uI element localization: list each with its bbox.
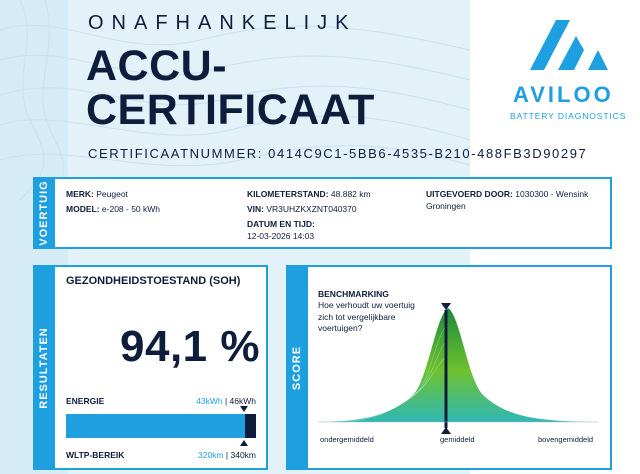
- range-value: [150, 450, 256, 460]
- vehicle-performed-by: [426, 188, 601, 212]
- certificate-number-label: CERTIFICAATNUMMER:: [88, 146, 263, 161]
- vehicle-vin-value: VR3UHZKXZNT040370: [266, 204, 357, 214]
- benchmark-question: Hoe verhoudt uw voertuig zich tot vergelijkbare voertuigen?: [318, 300, 415, 333]
- vehicle-vin: [247, 203, 357, 215]
- certificate-number: [88, 146, 587, 161]
- vehicle-tab-label: VOERTUIG: [38, 180, 50, 246]
- range-current: 320km: [198, 450, 224, 460]
- benchmark-title: BENCHMARKING: [318, 289, 389, 299]
- energy-current: 43kWh: [196, 396, 223, 406]
- vehicle-brand-value: Peugeot: [96, 189, 128, 199]
- vehicle-brand: [66, 188, 128, 200]
- energy-label: ENERGIE: [66, 396, 105, 406]
- score-tab-label: SCORE: [291, 345, 303, 390]
- label-above-average: bovengemiddeld: [538, 435, 594, 444]
- vehicle-performed-label: UITGEVOERD DOOR:: [426, 189, 513, 199]
- soh-value: 94,1 %: [120, 322, 260, 371]
- vehicle-model-label: MODEL:: [66, 204, 100, 214]
- certificate-number-value: 0414C9C1-5BB6-4535-B210-488FB3D90297: [268, 146, 588, 161]
- title-line-2: CERTIFICAAT: [86, 86, 375, 134]
- range-nominal: 340km: [230, 450, 256, 460]
- vehicle-datetime: [247, 218, 397, 242]
- results-tab-label: RESULTATEN: [38, 326, 50, 409]
- vehicle-mileage: [247, 188, 371, 200]
- results-tab: [33, 265, 55, 470]
- vehicle-mileage-value: 48.882 km: [330, 189, 371, 199]
- label-average: gemiddeld: [440, 435, 475, 444]
- vehicle-performed-value: 1030300 - Wensink Groningen: [426, 189, 589, 211]
- vehicle-datetime-label: DATUM EN TIJD:: [247, 219, 315, 229]
- energy-value: [150, 396, 256, 406]
- vehicle-mileage-label: KILOMETERSTAND:: [247, 189, 329, 199]
- document-title: [86, 44, 375, 132]
- vehicle-model: [66, 203, 160, 215]
- vehicle-brand-label: MERK:: [66, 189, 94, 199]
- bar-marker-top: [240, 406, 248, 412]
- logo-wordmark: AVILOO: [513, 82, 614, 107]
- vehicle-tab: [33, 177, 55, 249]
- document-subtitle: ONAFHANKELIJK: [88, 12, 357, 34]
- vehicle-datetime-value: 12-03-2026 14:03: [247, 231, 315, 241]
- title-line-1: ACCU-: [86, 42, 228, 90]
- score-tab: [286, 265, 308, 470]
- soh-title: GEZONDHEIDSTOESTAND (SOH): [66, 275, 241, 287]
- energy-nominal: 46kWh: [229, 396, 256, 406]
- soh-bar-fill: [66, 414, 245, 438]
- logo-tagline: BATTERY DIAGNOSTICS: [510, 111, 627, 121]
- vehicle-vin-label: VIN:: [247, 204, 264, 214]
- label-below-average: ondergemiddeld: [320, 435, 374, 444]
- soh-bar-track: [66, 414, 256, 438]
- energy-separator: |: [222, 396, 230, 406]
- range-label: WLTP-BEREIK: [66, 450, 125, 460]
- vehicle-model-value: e-208 - 50 kWh: [101, 204, 161, 214]
- range-separator: |: [223, 450, 231, 460]
- bar-marker-bottom: [240, 440, 248, 446]
